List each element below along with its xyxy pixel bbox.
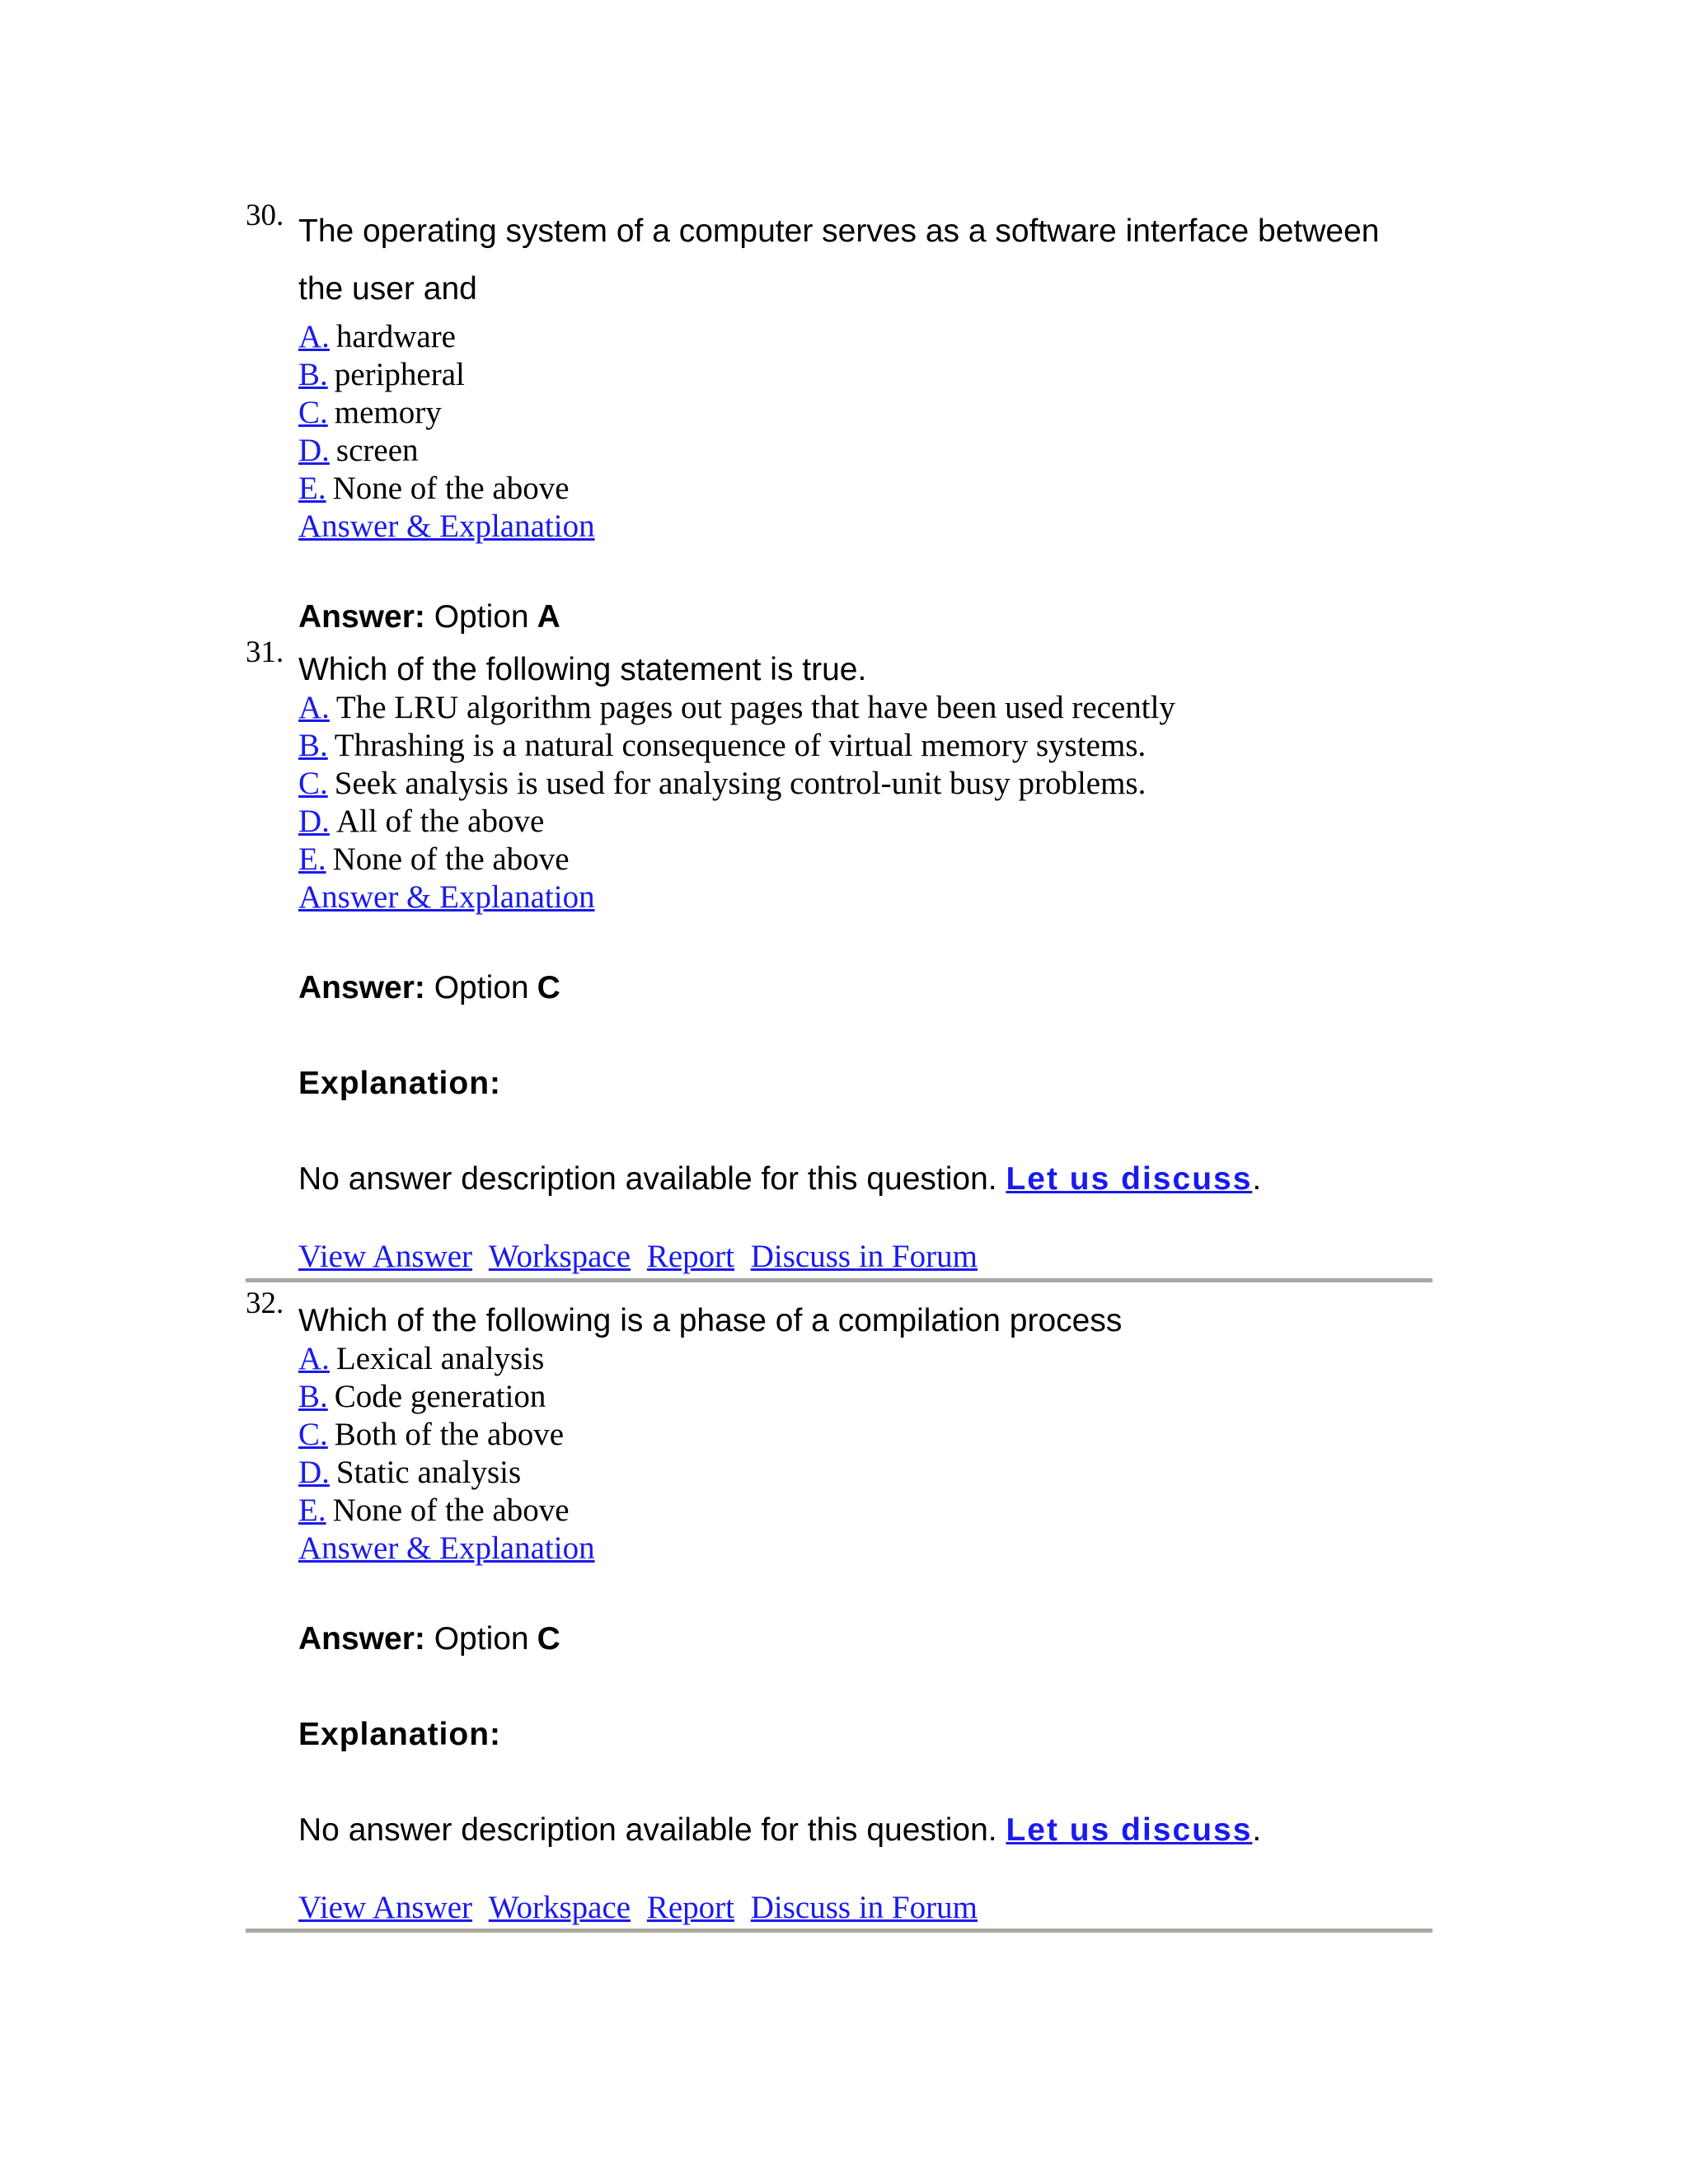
workspace-link[interactable]: Workspace	[488, 1890, 631, 1925]
option-a-text: The LRU algorithm pages out pages that have been used recently	[335, 690, 1175, 725]
option-c-link[interactable]: C.	[298, 395, 328, 430]
explanation-text	[298, 1160, 1432, 1198]
option-c	[298, 394, 1432, 432]
option-c-link[interactable]: C.	[298, 1417, 328, 1452]
option-b	[298, 727, 1432, 765]
option-e	[298, 841, 1432, 879]
option-a-link[interactable]: A.	[298, 1341, 330, 1376]
question-number: 32.	[246, 1286, 284, 1320]
answer-label: Answer:	[298, 599, 425, 635]
view-answer-link[interactable]: View Answer	[298, 1239, 473, 1274]
explanation-body: No answer description available for this question.	[298, 1812, 997, 1848]
divider	[246, 1929, 1432, 1933]
answer-explanation-link[interactable]: Answer & Explanation	[298, 1530, 595, 1566]
option-d-link[interactable]: D.	[298, 804, 330, 839]
answer-option-word: Option	[434, 599, 529, 635]
option-e	[298, 1492, 1432, 1530]
option-c-text: Seek analysis is used for analysing control-unit busy problems.	[334, 766, 1146, 801]
option-b	[298, 1378, 1432, 1416]
discuss-in-forum-link[interactable]: Discuss in Forum	[750, 1239, 978, 1274]
option-e-link[interactable]: E.	[298, 1493, 326, 1528]
answer-label: Answer:	[298, 1621, 425, 1657]
report-link[interactable]: Report	[646, 1239, 734, 1274]
option-a	[298, 318, 1432, 356]
answer-option-letter: C	[537, 1621, 560, 1657]
question-body	[298, 636, 1432, 1276]
option-a-text: hardware	[335, 319, 456, 354]
option-c-text: Both of the above	[334, 1417, 565, 1452]
option-e-text: None of the above	[332, 1493, 570, 1528]
answer-line	[298, 969, 1432, 1007]
answer-option-word: Option	[434, 1621, 529, 1657]
question-text: Which of the following is a phase of a compilation process	[298, 1303, 1123, 1338]
view-answer-link[interactable]: View Answer	[298, 1890, 473, 1925]
option-b-text: peripheral	[334, 357, 465, 392]
explanation-body: No answer description available for this question.	[298, 1161, 997, 1197]
question-number: 30.	[246, 199, 284, 232]
option-b-text: Thrashing is a natural consequence of virtual memory systems.	[334, 728, 1146, 763]
explanation-title: Explanation:	[298, 1066, 502, 1101]
report-link[interactable]: Report	[646, 1890, 734, 1925]
option-d-text: screen	[335, 433, 419, 468]
answer-label: Answer:	[298, 970, 425, 1005]
option-d-text: Static analysis	[335, 1455, 522, 1490]
option-c	[298, 765, 1432, 803]
option-d-link[interactable]: D.	[298, 1455, 330, 1490]
answer-option-letter: A	[537, 599, 560, 635]
discuss-in-forum-link[interactable]: Discuss in Forum	[750, 1890, 978, 1925]
divider	[246, 1278, 1432, 1282]
action-links	[298, 1238, 1432, 1276]
answer-explanation-link[interactable]: Answer & Explanation	[298, 879, 595, 915]
option-e-link[interactable]: E.	[298, 841, 326, 877]
option-e	[298, 470, 1432, 508]
option-b	[298, 356, 1432, 394]
option-b-link[interactable]: B.	[298, 1379, 328, 1414]
options-list	[298, 689, 1432, 879]
let-us-discuss-link[interactable]: Let us discuss	[1006, 1812, 1253, 1848]
option-a-link[interactable]: A.	[298, 319, 330, 354]
workspace-link[interactable]: Workspace	[488, 1239, 631, 1274]
option-d-link[interactable]: D.	[298, 433, 330, 468]
question-text: Which of the following statement is true.	[298, 652, 867, 687]
answer-option-letter: C	[537, 970, 560, 1005]
answer-line	[298, 598, 1432, 636]
question-body	[298, 1287, 1432, 1927]
option-c	[298, 1416, 1432, 1454]
option-a	[298, 1340, 1432, 1378]
option-c-link[interactable]: C.	[298, 766, 328, 801]
option-a	[298, 689, 1432, 727]
explanation-text	[298, 1811, 1432, 1849]
option-e-text: None of the above	[332, 841, 570, 877]
question-number: 31.	[246, 635, 284, 669]
discuss-suffix: .	[1252, 1812, 1262, 1848]
action-links	[298, 1889, 1432, 1927]
options-list	[298, 318, 1432, 508]
option-b-link[interactable]: B.	[298, 728, 328, 763]
question-text: The operating system of a computer serves as a software interface between the user and	[298, 213, 1380, 307]
option-b-text: Code generation	[334, 1379, 546, 1414]
option-a-link[interactable]: A.	[298, 690, 330, 725]
option-e-link[interactable]: E.	[298, 471, 326, 506]
answer-line	[298, 1620, 1432, 1658]
let-us-discuss-link[interactable]: Let us discuss	[1006, 1161, 1253, 1197]
option-c-text: memory	[334, 395, 442, 430]
option-d	[298, 803, 1432, 841]
option-d-text: All of the above	[335, 804, 545, 839]
question-body	[298, 199, 1432, 636]
option-e-text: None of the above	[332, 471, 570, 506]
option-a-text: Lexical analysis	[335, 1341, 545, 1376]
answer-explanation-link[interactable]: Answer & Explanation	[298, 509, 595, 544]
answer-option-word: Option	[434, 970, 529, 1005]
option-d	[298, 432, 1432, 470]
option-d	[298, 1454, 1432, 1492]
options-list	[298, 1340, 1432, 1530]
discuss-suffix: .	[1252, 1161, 1262, 1197]
option-b-link[interactable]: B.	[298, 357, 328, 392]
explanation-title: Explanation:	[298, 1717, 502, 1752]
